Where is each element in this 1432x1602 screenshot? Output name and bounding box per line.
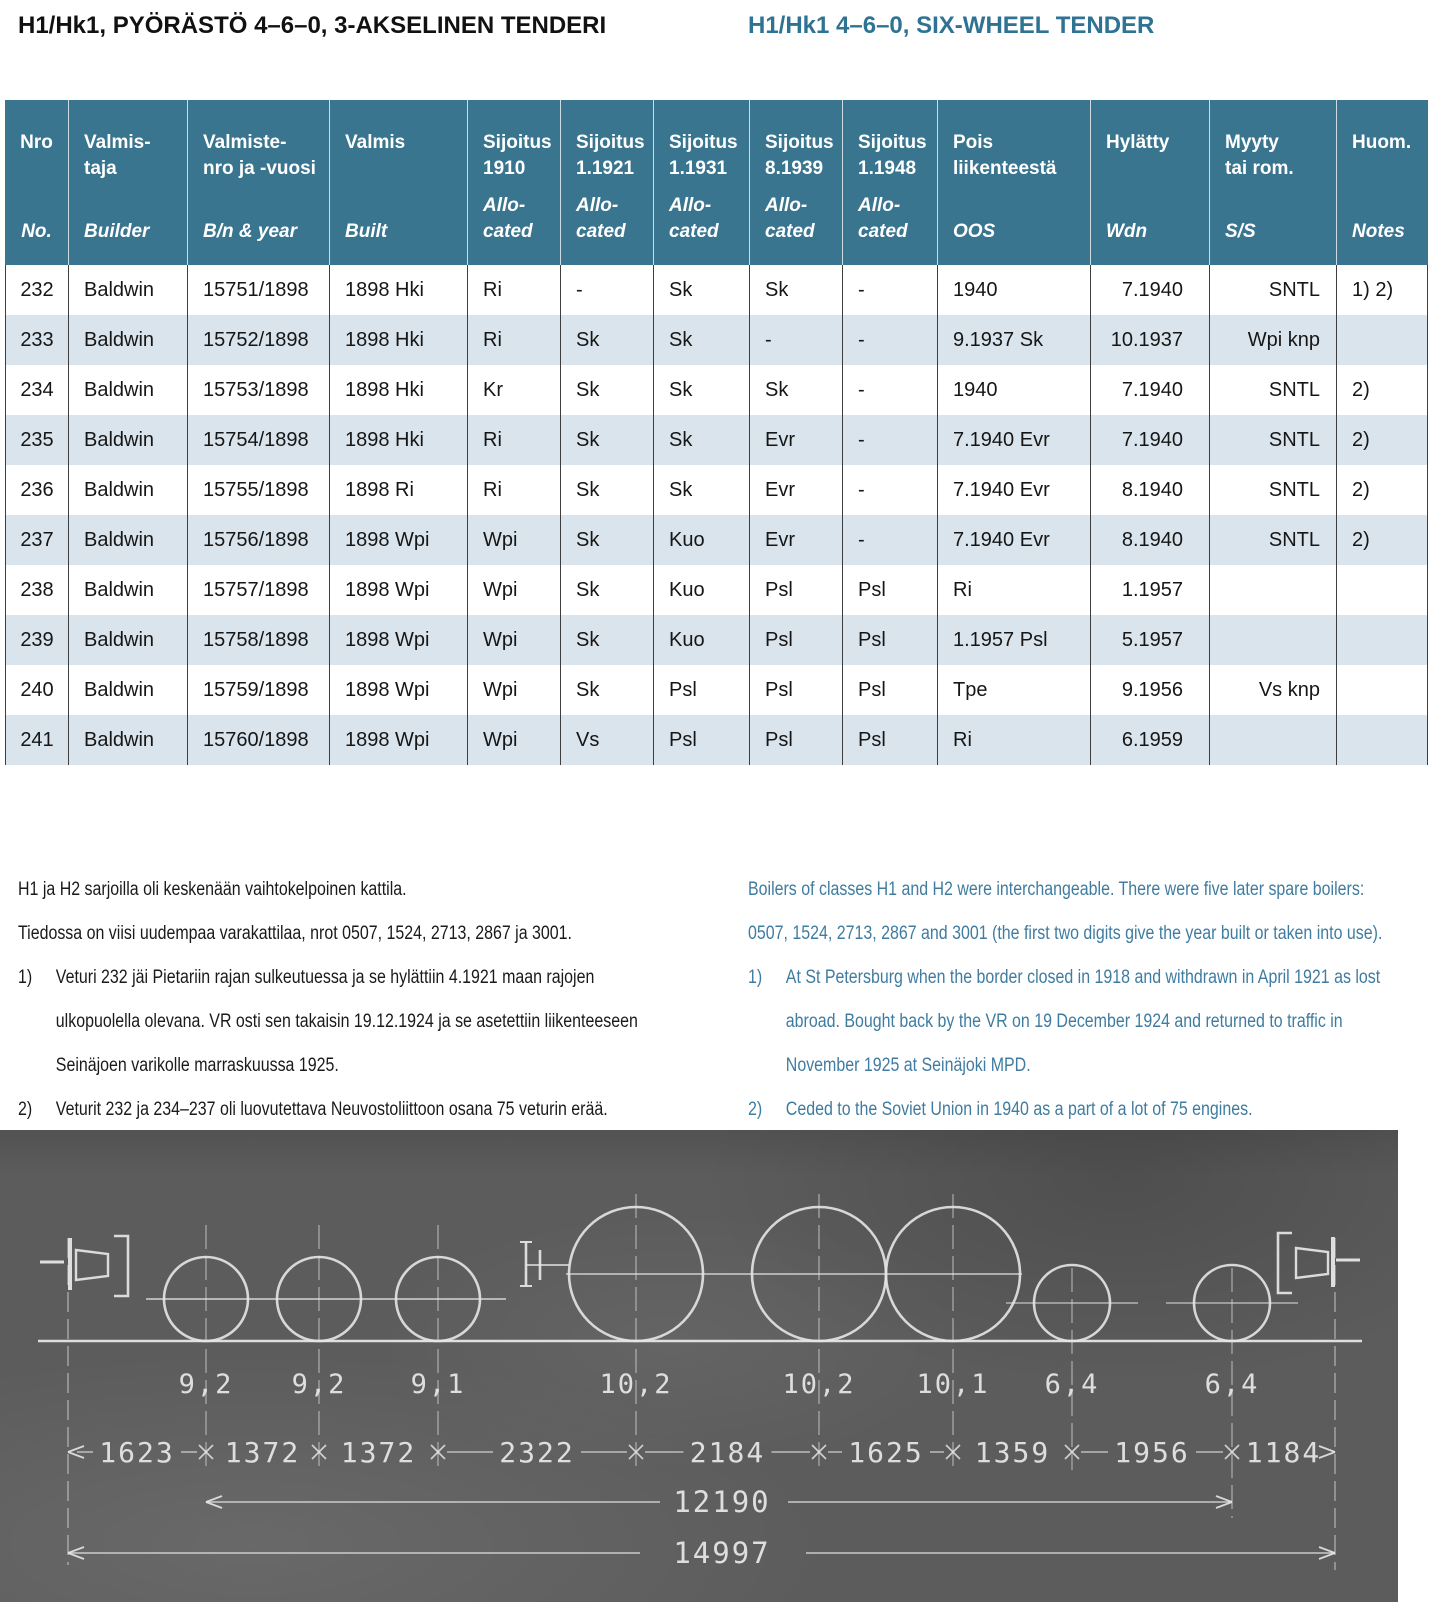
cell-built: 1898 Wpi (330, 715, 468, 765)
table-row-235 (5, 415, 1428, 465)
svg-text:1956: 1956 (1114, 1436, 1190, 1469)
cell-oos: 1940 (938, 365, 1091, 415)
col-header-fi: Huom. (1352, 132, 1412, 153)
note-item (748, 956, 1382, 1088)
col-header-en: B/n & year (203, 221, 297, 242)
cell-no: 236 (5, 465, 69, 515)
buffer-left-icon (40, 1236, 128, 1296)
col-header-fi: Sijoitus 1.1931 (669, 132, 738, 179)
axle-load-labels (179, 1369, 1260, 1400)
svg-text:1623: 1623 (99, 1436, 175, 1469)
cell-builder: Baldwin (69, 365, 188, 415)
locomotive-roster-table (5, 100, 1428, 765)
cell-notes (1337, 715, 1428, 765)
cell-alloc-1939: Psl (750, 565, 843, 615)
col-header-fi: Sijoitus 1910 (483, 132, 552, 179)
note-line: Tiedossa on viisi uudempaa varakattilaa, nrot 0507, 1524, 2713, 2867 ja 3001. (18, 923, 572, 944)
cell-built: 1898 Wpi (330, 615, 468, 665)
table-row-233 (5, 315, 1428, 365)
cell-withdrawn: 8.1940 (1091, 465, 1210, 515)
cell-alloc-1931: Sk (654, 365, 750, 415)
cell-built: 1898 Wpi (330, 665, 468, 715)
cell-no: 233 (5, 315, 69, 365)
notes-english (748, 868, 1382, 1132)
note-line: 0507, 1524, 2713, 2867 and 3001 (the first two digits give the year built or taken into use). (748, 923, 1383, 944)
page-title-english: H1/Hk1 4–6–0, SIX-WHEEL TENDER (748, 12, 1155, 39)
cell-alloc-1948: - (843, 265, 938, 315)
col-header-en: No. (21, 221, 52, 242)
cell-alloc-1931: Kuo (654, 515, 750, 565)
cell-alloc-1931: Sk (654, 415, 750, 465)
table-row-239 (5, 615, 1428, 665)
col-header-fi: Hylätty (1106, 132, 1170, 153)
col-header-en: Allo- cated (669, 195, 719, 242)
wheelbase-dimension (206, 1485, 1232, 1519)
cell-sold-scrapped: SNTL (1210, 365, 1337, 415)
cell-withdrawn: 9.1956 (1091, 665, 1210, 715)
cell-builder: Baldwin (69, 265, 188, 315)
col-header-fi: Sijoitus 1.1948 (858, 132, 927, 179)
cell-alloc-1931: Sk (654, 465, 750, 515)
cell-alloc-1948: - (843, 515, 938, 565)
cell-works-number: 15759/1898 (188, 665, 330, 715)
cell-notes (1337, 665, 1428, 715)
cell-no: 239 (5, 615, 69, 665)
svg-text:14997: 14997 (673, 1536, 771, 1570)
col-header-fi: Sijoitus 8.1939 (765, 132, 834, 179)
cell-alloc-1921: Sk (561, 315, 654, 365)
cell-notes: 2) (1337, 515, 1428, 565)
cell-oos: 7.1940 Evr (938, 515, 1091, 565)
cell-alloc-1910: Wpi (468, 515, 561, 565)
note-body (56, 1088, 608, 1132)
cell-alloc-1931: Psl (654, 715, 750, 765)
cell-notes (1337, 565, 1428, 615)
col-header-builder (69, 100, 188, 265)
cell-alloc-1948: - (843, 315, 938, 365)
cell-sold-scrapped (1210, 715, 1337, 765)
cell-built: 1898 Hki (330, 315, 468, 365)
note-line: Ceded to the Soviet Union in 1940 as a part of a lot of 75 engines. (785, 1099, 1253, 1120)
cell-works-number: 15760/1898 (188, 715, 330, 765)
cell-alloc-1921: Sk (561, 465, 654, 515)
svg-text:2184: 2184 (689, 1436, 766, 1469)
cell-alloc-1921: - (561, 265, 654, 315)
cell-no: 235 (5, 415, 69, 465)
table-row-241 (5, 715, 1428, 765)
col-header-notes (1337, 100, 1428, 265)
cell-sold-scrapped: Vs knp (1210, 665, 1337, 715)
cell-withdrawn: 8.1940 (1091, 515, 1210, 565)
cell-alloc-1939: Sk (750, 365, 843, 415)
cell-withdrawn: 1.1957 (1091, 565, 1210, 615)
cell-alloc-1948: - (843, 365, 938, 415)
cell-alloc-1931: Kuo (654, 615, 750, 665)
svg-text:1372: 1372 (340, 1436, 417, 1469)
cell-oos: 9.1937 Sk (938, 315, 1091, 365)
svg-text:1184: 1184 (1245, 1436, 1322, 1469)
cell-built: 1898 Ri (330, 465, 468, 515)
cell-withdrawn: 7.1940 (1091, 415, 1210, 465)
page-title-finnish: H1/Hk1, PYÖRÄSTÖ 4–6–0, 3-AKSELINEN TENDERI (18, 12, 607, 39)
svg-text:9,1: 9,1 (410, 1369, 466, 1400)
tender-diagram-photo (0, 1130, 1398, 1602)
note-body (786, 1088, 1253, 1132)
cell-alloc-1948: Psl (843, 615, 938, 665)
col-header-en: Allo- cated (576, 195, 626, 242)
col-header-oos (938, 100, 1091, 265)
wheels (146, 1194, 1298, 1518)
cell-oos: Ri (938, 715, 1091, 765)
col-header-works-number (188, 100, 330, 265)
note-number: 1) (748, 967, 763, 988)
note-item (18, 1088, 638, 1132)
cell-alloc-1931: Sk (654, 315, 750, 365)
col-header-built (330, 100, 468, 265)
cell-sold-scrapped (1210, 615, 1337, 665)
cell-sold-scrapped: Wpi knp (1210, 315, 1337, 365)
note-number: 2) (748, 1099, 763, 1120)
cell-alloc-1939: Evr (750, 465, 843, 515)
cell-withdrawn: 10.1937 (1091, 315, 1210, 365)
col-header-fi: Valmis (345, 132, 406, 153)
coupler-icon (520, 1242, 569, 1286)
cell-no: 232 (5, 265, 69, 315)
cell-withdrawn: 5.1957 (1091, 615, 1210, 665)
table-header (5, 100, 1428, 265)
cell-builder: Baldwin (69, 415, 188, 465)
cell-oos: 1940 (938, 265, 1091, 315)
cell-alloc-1921: Sk (561, 665, 654, 715)
col-header-en: Allo- cated (483, 195, 533, 242)
col-header-alloc-1939 (750, 100, 843, 265)
note-line: Seinäjoen varikolle marraskuussa 1925. (55, 1055, 339, 1076)
cell-works-number: 15753/1898 (188, 365, 330, 415)
cell-oos: Tpe (938, 665, 1091, 715)
col-header-fi: Valmis- taja (84, 132, 151, 179)
col-header-en: Wdn (1106, 221, 1148, 242)
svg-text:10,2: 10,2 (599, 1369, 673, 1400)
cell-alloc-1939: Psl (750, 665, 843, 715)
cell-notes: 2) (1337, 465, 1428, 515)
col-header-fi: Myyty tai rom. (1225, 132, 1294, 179)
cell-oos: 1.1957 Psl (938, 615, 1091, 665)
cell-alloc-1910: Wpi (468, 665, 561, 715)
col-header-en: OOS (953, 221, 996, 242)
cell-built: 1898 Hki (330, 415, 468, 465)
svg-text:2322: 2322 (499, 1436, 575, 1469)
cell-no: 237 (5, 515, 69, 565)
cell-alloc-1948: Psl (843, 715, 938, 765)
buffer-right-icon (1278, 1233, 1360, 1293)
note-line: H1 ja H2 sarjoilla oli keskenään vaihtokelpoinen kattila. (18, 879, 407, 900)
note-line: Boilers of classes H1 and H2 were interchangeable. There were five later spare boilers: (748, 879, 1365, 900)
svg-text:1625: 1625 (848, 1436, 924, 1469)
cell-alloc-1939: Psl (750, 615, 843, 665)
cell-alloc-1910: Wpi (468, 715, 561, 765)
cell-builder: Baldwin (69, 565, 188, 615)
svg-text:9,2: 9,2 (291, 1369, 347, 1400)
cell-alloc-1910: Ri (468, 265, 561, 315)
svg-text:10,1: 10,1 (916, 1369, 990, 1400)
cell-builder: Baldwin (69, 515, 188, 565)
cell-builder: Baldwin (69, 315, 188, 365)
cell-works-number: 15751/1898 (188, 265, 330, 315)
cell-sold-scrapped: SNTL (1210, 515, 1337, 565)
cell-oos: 7.1940 Evr (938, 465, 1091, 515)
cell-notes (1337, 315, 1428, 365)
cell-oos: Ri (938, 565, 1091, 615)
cell-works-number: 15752/1898 (188, 315, 330, 365)
cell-built: 1898 Hki (330, 265, 468, 315)
cell-alloc-1931: Kuo (654, 565, 750, 615)
cell-alloc-1939: Sk (750, 265, 843, 315)
col-header-no (5, 100, 69, 265)
cell-alloc-1910: Wpi (468, 565, 561, 615)
cell-works-number: 15754/1898 (188, 415, 330, 465)
col-header-alloc-1948 (843, 100, 938, 265)
note-line: Veturit 232 ja 234–237 oli luovutettava Neuvostoliittoon osana 75 veturin erää. (55, 1099, 608, 1120)
note-line: Veturi 232 jäi Pietariin rajan sulkeutuessa ja se hylättiin 4.1921 maan rajojen (55, 967, 595, 988)
cell-alloc-1939: Evr (750, 515, 843, 565)
svg-text:12190: 12190 (673, 1485, 771, 1519)
cell-alloc-1931: Psl (654, 665, 750, 715)
table-row-240 (5, 665, 1428, 715)
note-line: abroad. Bought back by the VR on 19 December 1924 and returned to traffic in (785, 1011, 1343, 1032)
cell-alloc-1910: Ri (468, 415, 561, 465)
cell-alloc-1939: Evr (750, 415, 843, 465)
cell-alloc-1921: Sk (561, 615, 654, 665)
cell-alloc-1948: - (843, 465, 938, 515)
col-header-alloc-1931 (654, 100, 750, 265)
note-number: 2) (18, 1099, 33, 1120)
svg-text:10,2: 10,2 (782, 1369, 856, 1400)
cell-alloc-1948: Psl (843, 665, 938, 715)
cell-builder: Baldwin (69, 615, 188, 665)
note-line: At St Petersburg when the border closed in 1918 and withdrawn in April 1921 as lost (785, 967, 1381, 988)
cell-sold-scrapped: SNTL (1210, 415, 1337, 465)
cell-alloc-1910: Wpi (468, 615, 561, 665)
cell-builder: Baldwin (69, 665, 188, 715)
svg-text:6,4: 6,4 (1044, 1369, 1100, 1400)
note-item (18, 956, 638, 1088)
cell-alloc-1921: Vs (561, 715, 654, 765)
cell-alloc-1910: Kr (468, 365, 561, 415)
svg-text:1372: 1372 (224, 1436, 301, 1469)
table-row-236 (5, 465, 1428, 515)
cell-notes: 2) (1337, 415, 1428, 465)
col-header-sold-scrapped (1210, 100, 1337, 265)
table-row-238 (5, 565, 1428, 615)
cell-alloc-1931: Sk (654, 265, 750, 315)
cell-no: 234 (5, 365, 69, 415)
cell-alloc-1948: - (843, 415, 938, 465)
cell-built: 1898 Wpi (330, 565, 468, 615)
note-line: ulkopuolella olevana. VR osti sen takaisin 19.12.1924 ja se asetettiin liikenteeseen (55, 1011, 638, 1032)
table-row-232 (5, 265, 1428, 315)
cell-notes: 2) (1337, 365, 1428, 415)
cell-notes: 1) 2) (1337, 265, 1428, 315)
overall-length-dimension (68, 1536, 1335, 1570)
svg-text:9,2: 9,2 (178, 1369, 234, 1400)
col-header-fi: Pois liikenteestä (953, 132, 1057, 179)
cell-alloc-1921: Sk (561, 565, 654, 615)
col-header-en: Allo- cated (765, 195, 815, 242)
col-header-en: Built (345, 221, 388, 242)
cell-sold-scrapped (1210, 565, 1337, 615)
cell-withdrawn: 7.1940 (1091, 265, 1210, 315)
axle-spacing-dimensions (68, 1436, 1335, 1469)
cell-alloc-1939: - (750, 315, 843, 365)
cell-no: 240 (5, 665, 69, 715)
svg-text:6,4: 6,4 (1204, 1369, 1260, 1400)
note-body (56, 956, 638, 1088)
cell-alloc-1921: Sk (561, 365, 654, 415)
cell-builder: Baldwin (69, 465, 188, 515)
col-header-withdrawn (1091, 100, 1210, 265)
cell-works-number: 15756/1898 (188, 515, 330, 565)
cell-oos: 7.1940 Evr (938, 415, 1091, 465)
cell-works-number: 15755/1898 (188, 465, 330, 515)
col-header-fi: Valmiste- nro ja -vuosi (203, 132, 316, 179)
cell-builder: Baldwin (69, 715, 188, 765)
cell-withdrawn: 6.1959 (1091, 715, 1210, 765)
cell-alloc-1948: Psl (843, 565, 938, 615)
cell-withdrawn: 7.1940 (1091, 365, 1210, 415)
col-header-fi: Sijoitus 1.1921 (576, 132, 645, 179)
note-body (786, 956, 1380, 1088)
cell-built: 1898 Hki (330, 365, 468, 415)
cell-notes (1337, 615, 1428, 665)
cell-sold-scrapped: SNTL (1210, 265, 1337, 315)
col-header-en: Allo- cated (858, 195, 908, 242)
col-header-alloc-1921 (561, 100, 654, 265)
cell-alloc-1910: Ri (468, 465, 561, 515)
cell-works-number: 15758/1898 (188, 615, 330, 665)
col-header-fi: Nro (20, 132, 53, 153)
table-row-234 (5, 365, 1428, 415)
svg-text:1359: 1359 (974, 1436, 1051, 1469)
cell-built: 1898 Wpi (330, 515, 468, 565)
notes-finnish (18, 868, 638, 1132)
note-item (748, 1088, 1382, 1132)
cell-alloc-1910: Ri (468, 315, 561, 365)
wheel-arrangement-diagram (0, 1130, 1398, 1602)
cell-no: 241 (5, 715, 69, 765)
col-header-alloc-1910 (468, 100, 561, 265)
col-header-en: Notes (1352, 221, 1405, 242)
cell-no: 238 (5, 565, 69, 615)
cell-alloc-1921: Sk (561, 515, 654, 565)
cell-sold-scrapped: SNTL (1210, 465, 1337, 515)
table-row-237 (5, 515, 1428, 565)
col-header-en: S/S (1225, 221, 1256, 242)
cell-works-number: 15757/1898 (188, 565, 330, 615)
note-number: 1) (18, 967, 33, 988)
col-header-en: Builder (84, 221, 150, 242)
note-line: November 1925 at Seinäjoki MPD. (785, 1055, 1031, 1076)
cell-alloc-1939: Psl (750, 715, 843, 765)
cell-alloc-1921: Sk (561, 415, 654, 465)
